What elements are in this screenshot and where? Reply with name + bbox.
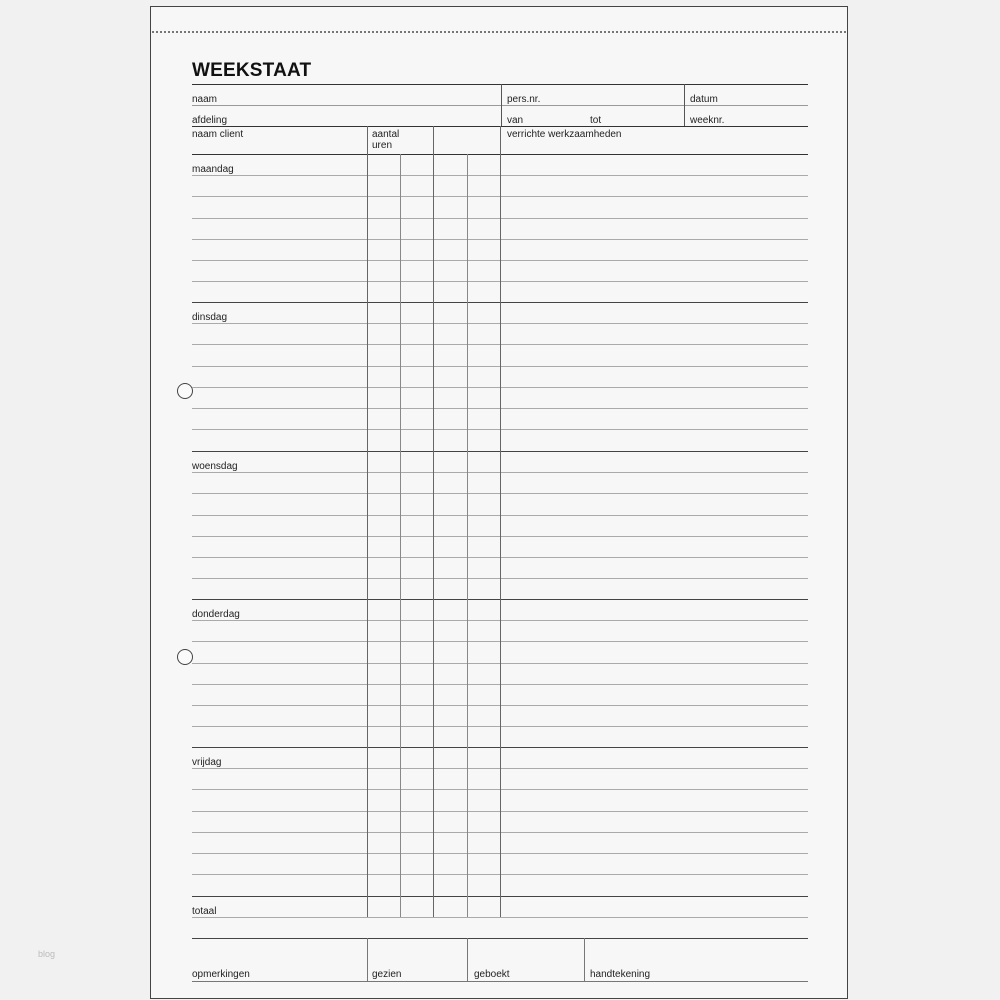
- work-column-line: [500, 126, 501, 917]
- hours-column-header-line2: uren: [372, 140, 393, 151]
- client-name-column-header: naam client: [192, 129, 244, 140]
- day-label-vrijdag: vrijdag: [192, 757, 222, 768]
- header-divider: [684, 84, 685, 126]
- booked-label: geboekt: [474, 969, 510, 980]
- hours-column-line: [467, 154, 468, 917]
- personnel-number-label: pers.nr.: [507, 94, 541, 105]
- date-label: datum: [690, 94, 718, 105]
- footer-bottom-rule: [192, 981, 808, 982]
- footer-divider: [367, 938, 368, 981]
- punch-hole: [177, 649, 193, 665]
- day-label-donderdag: donderdag: [192, 609, 240, 620]
- department-label: afdeling: [192, 115, 228, 126]
- footer-divider: [584, 938, 585, 981]
- watermark: blog: [38, 949, 56, 959]
- total-label: totaal: [192, 906, 217, 917]
- day-label-dinsdag: dinsdag: [192, 312, 228, 323]
- seen-label: gezien: [372, 969, 402, 980]
- header-row-rule: [192, 105, 808, 106]
- signature-label: handtekening: [590, 969, 651, 980]
- perforation-line: [152, 31, 846, 33]
- footer-divider: [467, 938, 468, 981]
- day-label-woensdag: woensdag: [192, 461, 238, 472]
- to-label: tot: [590, 115, 602, 126]
- hours-column-header-line1: aantal: [372, 129, 400, 140]
- hours-column-line: [433, 126, 434, 917]
- week-number-label: weeknr.: [690, 115, 725, 126]
- name-label: naam: [192, 94, 218, 105]
- header-top-rule: [192, 84, 808, 85]
- from-label: van: [507, 115, 524, 126]
- form-title: WEEKSTAAT: [192, 60, 312, 81]
- total-row-rule: [192, 917, 808, 918]
- punch-hole: [177, 383, 193, 399]
- hours-column-line: [367, 126, 368, 917]
- remarks-label: opmerkingen: [192, 969, 250, 980]
- work-done-column-header: verrichte werkzaamheden: [507, 129, 622, 140]
- header-divider: [501, 84, 502, 126]
- footer-top-rule: [192, 938, 808, 939]
- day-label-maandag: maandag: [192, 164, 234, 175]
- hours-column-line: [400, 154, 401, 917]
